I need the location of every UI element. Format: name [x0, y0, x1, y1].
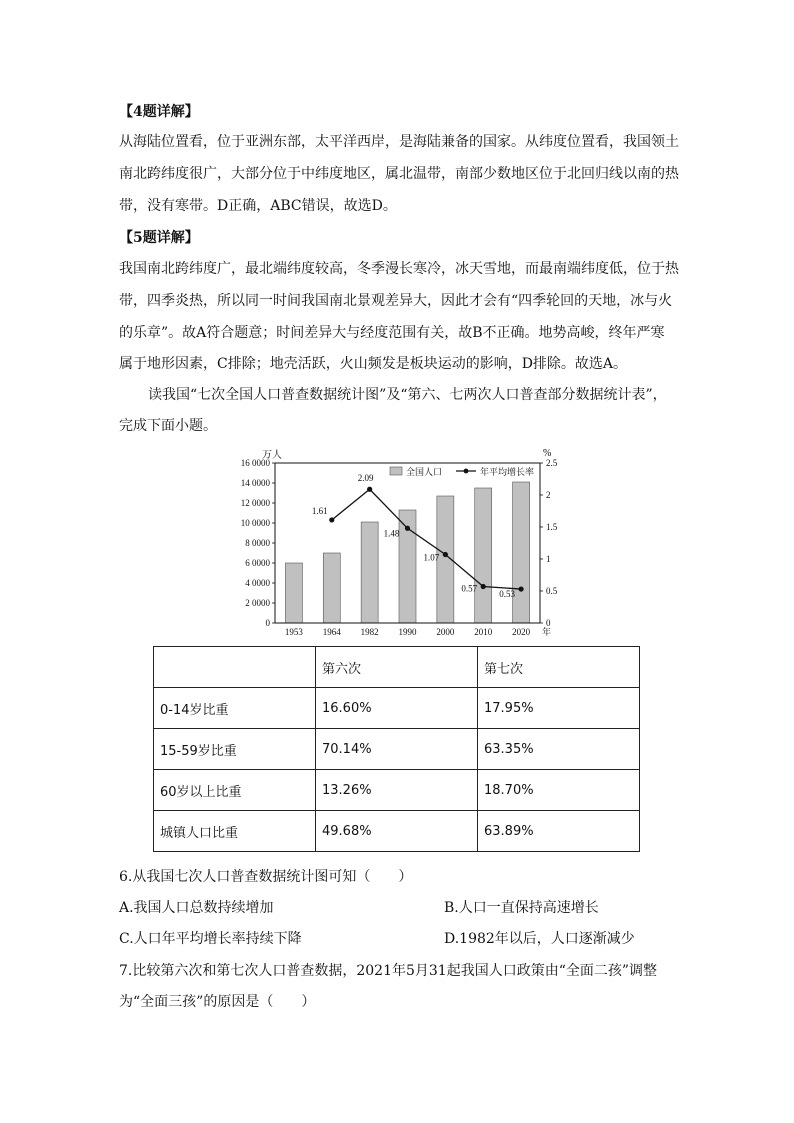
left-tick-label: 8 0000 — [245, 538, 270, 548]
q5-line-4: 属于地形因素，C排除；地壳活跃，火山频发是板块运动的影响，D排除。故选A。 — [119, 356, 628, 372]
left-tick-label: 12 0000 — [240, 498, 270, 508]
x-tick-label: 2010 — [474, 627, 493, 637]
population-bar — [323, 553, 340, 623]
growth-rate-point — [329, 517, 334, 522]
q5-line-2: 带，四季炎热，所以同一时间我国南北景观差异大，因此才会有“四季轮回的天地，冰与火 — [119, 293, 673, 309]
table-header-cell — [154, 647, 316, 688]
x-tick-label: 2020 — [512, 627, 531, 637]
left-axis-unit: 万人 — [262, 450, 282, 461]
table-header-cell: 第七次 — [478, 647, 640, 688]
q5-heading: 【5题详解】 — [119, 230, 199, 246]
population-chart — [228, 444, 568, 644]
growth-rate-point — [481, 584, 486, 589]
legend-line-label: 年平均增长率 — [480, 467, 535, 477]
right-tick-label: 1.5 — [546, 522, 558, 532]
growth-rate-label: 1.07 — [423, 552, 440, 563]
q5-line-1: 我国南北跨纬度广，最北端纬度较高，冬季漫长寒冷，冰天雪地，而最南端纬度低，位于热 — [119, 261, 679, 277]
q6-option-b[interactable]: B.人口一直保持高速增长 — [444, 900, 599, 916]
growth-rate-point — [443, 552, 448, 557]
x-tick-label: 1982 — [360, 627, 379, 637]
table-cell: 17.95% — [478, 688, 640, 729]
growth-rate-line — [332, 489, 521, 589]
table-row — [154, 811, 640, 852]
table-header-row — [154, 647, 640, 688]
q7-line-2: 为“全面三孩”的原因是（ ） — [119, 994, 316, 1010]
growth-rate-point — [405, 526, 410, 531]
population-bar — [361, 522, 378, 623]
q4-line-1: 从海陆位置看，位于亚洲东部，太平洋西岸，是海陆兼备的国家。从纬度位置看，我国领土 — [119, 134, 679, 150]
x-tick-label: 1953 — [284, 627, 303, 637]
right-axis-unit: % — [543, 448, 552, 459]
left-tick-label: 0 — [265, 618, 270, 628]
table-row — [154, 770, 640, 811]
table-cell: 63.35% — [478, 729, 640, 770]
table-cell: 16.60% — [316, 688, 478, 729]
x-tick-label: 1964 — [322, 627, 341, 637]
table-cell: 49.68% — [316, 811, 478, 852]
legend-bar-swatch — [390, 467, 402, 475]
growth-rate-label: 1.48 — [383, 528, 400, 539]
x-axis-unit: 年 — [542, 627, 552, 637]
population-bar — [475, 488, 492, 623]
q6-option-c[interactable]: C.人口年平均增长率持续下降 — [119, 931, 302, 947]
table-cell: 城镇人口比重 — [154, 811, 316, 852]
table-cell: 13.26% — [316, 770, 478, 811]
left-tick-label: 10 0000 — [240, 518, 270, 528]
growth-rate-point — [518, 586, 523, 591]
q4-heading: 【4题详解】 — [119, 104, 199, 120]
left-tick-label: 4 0000 — [245, 578, 270, 588]
growth-rate-point — [367, 487, 372, 492]
right-tick-label: 2.5 — [546, 458, 558, 468]
intro-line-1: 读我国“七次全国人口普查数据统计图”及“第六、七两次人口普查部分数据统计表”， — [148, 387, 667, 403]
legend-bar-label: 全国人口 — [406, 467, 443, 477]
table-row — [154, 688, 640, 729]
table-cell: 18.70% — [478, 770, 640, 811]
table-cell: 70.14% — [316, 729, 478, 770]
table-cell: 60岁以上比重 — [154, 770, 316, 811]
q4-line-2: 南北跨纬度很广，大部分位于中纬度地区，属北温带，南部少数地区位于北回归线以南的热 — [119, 166, 679, 182]
left-tick-label: 2 0000 — [245, 598, 270, 608]
right-tick-label: 1 — [546, 554, 551, 564]
q5-line-3: 的乐章”。故A符合题意；时间差异大与经度范围有关，故B不正确。地势高峻，终年严寒 — [119, 325, 665, 341]
x-tick-label: 2000 — [436, 627, 455, 637]
right-tick-label: 0.5 — [546, 586, 558, 596]
q6-option-a[interactable]: A.我国人口总数持续增加 — [119, 900, 274, 916]
growth-rate-label: 0.53 — [499, 589, 515, 600]
q6-option-d[interactable]: D.1982年以后，人口逐渐减少 — [444, 931, 635, 947]
q4-line-3: 带，没有寒带。D正确，ABC错误，故选D。 — [119, 198, 397, 214]
q7-line-1: 7.比较第六次和第七次人口普查数据，2021年5月31起我国人口政策由“全面二孩”调整 — [119, 963, 658, 979]
legend-line-marker — [464, 469, 469, 474]
left-tick-label: 16 0000 — [240, 458, 270, 468]
right-tick-label: 2 — [546, 490, 551, 500]
table-cell: 63.89% — [478, 811, 640, 852]
left-tick-label: 14 0000 — [240, 478, 270, 488]
population-bar — [513, 482, 530, 623]
table-header-cell: 第六次 — [316, 647, 478, 688]
population-bar — [285, 563, 302, 623]
x-tick-label: 1990 — [398, 627, 417, 637]
growth-rate-label: 2.09 — [357, 473, 374, 484]
right-tick-label: 0 — [546, 618, 551, 628]
table-cell: 0-14岁比重 — [154, 688, 316, 729]
q6-stem: 6.从我国七次人口普查数据统计图可知（ ） — [119, 869, 413, 885]
growth-rate-label: 0.57 — [461, 583, 478, 594]
growth-rate-label: 1.61 — [311, 505, 328, 516]
table-cell: 15-59岁比重 — [154, 729, 316, 770]
intro-line-2: 完成下面小题。 — [119, 418, 217, 434]
census-table — [153, 646, 640, 852]
left-tick-label: 6 0000 — [245, 558, 270, 568]
table-row — [154, 729, 640, 770]
